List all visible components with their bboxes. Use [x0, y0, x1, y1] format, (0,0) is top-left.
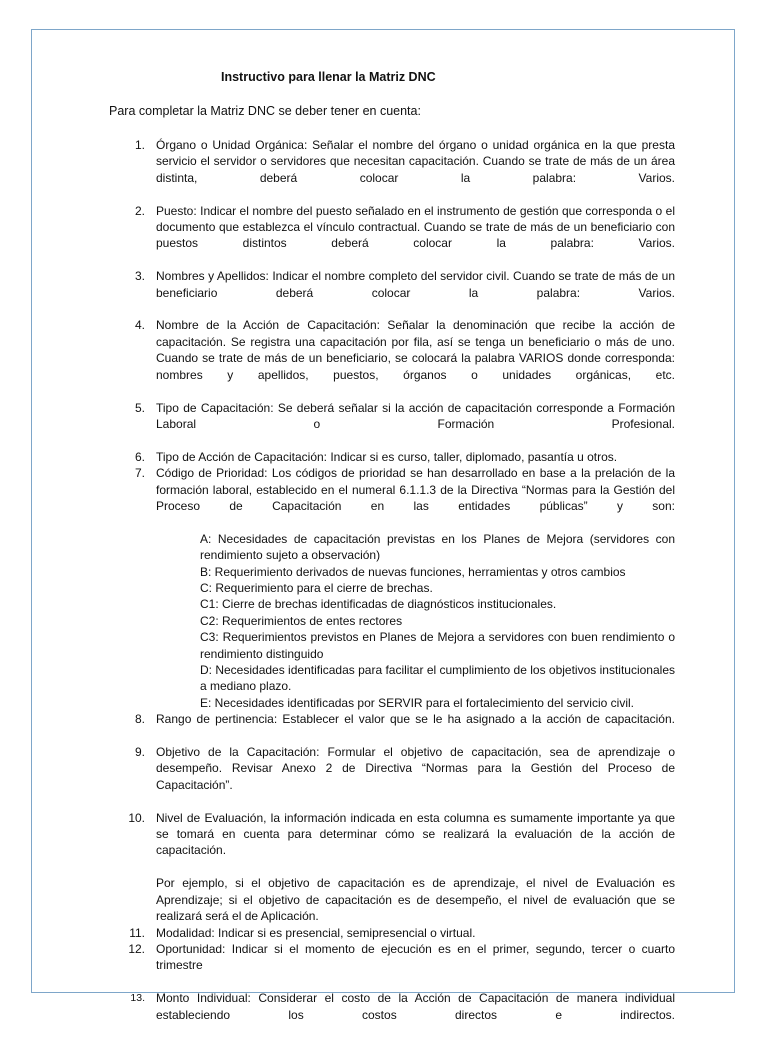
priority-code-e: E: Necesidades identificadas por SERVIR para el fortalecimiento del servicio civil.: [200, 695, 634, 710]
list-item: [109, 465, 675, 711]
list-item: [109, 925, 675, 941]
list-item: [109, 744, 675, 810]
instructions-list: [109, 137, 675, 1039]
priority-code-c: C: Requerimiento para el cierre de brechas.: [200, 580, 433, 595]
item-text: Objetivo de la Capacitación: Formular el objetivo de capacitación, sea de aprendizaje o desempeño. Revisar Anexo 2 de Directiva “Normas para la Gestión del Proceso de Capacitación”.: [156, 745, 675, 792]
item-text: Oportunidad: Indicar si el momento de ejecución es en el primer, segundo, tercer o cuarto trimestre: [156, 941, 675, 973]
item-number: 8.: [134, 712, 145, 727]
item-number: 2.: [134, 203, 145, 218]
priority-code-c3: C3: Requerimientos previstos en Planes de Mejora a servidores con buen rendimiento o rendimiento distinguido: [200, 630, 675, 661]
item-text: Puesto: Indicar el nombre del puesto señalado en el instrumento de gestión que corresponda o el documento que establezca el vínculo contractual. Cuando se trate de más de un beneficiario con puestos distintos deberá colocar la palabra: Varios.: [156, 203, 675, 251]
list-item: [109, 317, 675, 399]
priority-codes-list: [156, 531, 675, 711]
item-number: 3.: [134, 269, 145, 284]
item-text: Tipo de Acción de Capacitación: Indicar si es curso, taller, diplomado, pasantía u otros.: [156, 449, 618, 464]
list-item: [109, 449, 675, 465]
item-text: Monto Individual: Considerar el costo de la Acción de Capacitación de manera individual estableciendo los costos directos e indirectos.: [156, 991, 675, 1022]
item-number: 7.: [134, 466, 145, 481]
priority-code-c1: C1: Cierre de brechas identificadas de diagnósticos institucionales.: [200, 597, 557, 612]
item-example-text: Por ejemplo, si el objetivo de capacitación es de aprendizaje, el nivel de Evaluación es Aprendizaje; si el objetivo de capacitación es de desempeño, el nivel de evaluación que se realizará será el de Aplicación.: [156, 876, 675, 924]
item-number: 6.: [134, 449, 145, 464]
item-text: Rango de pertinencia: Establecer el valor que se le ha asignado a la acción de capacitación.: [156, 712, 675, 727]
item-text: Modalidad: Indicar si es presencial, semipresencial o virtual.: [156, 925, 476, 940]
document-title: Instructivo para llenar la Matriz DNC: [221, 70, 436, 84]
priority-code-b: B: Requerimiento derivados de nuevas funciones, herramientas y otros cambios: [200, 564, 626, 579]
item-number: 4.: [134, 318, 145, 333]
item-number: 13.: [130, 992, 145, 1005]
list-item: [109, 990, 675, 1039]
list-item: [109, 941, 675, 990]
item-number: 12.: [128, 941, 145, 956]
list-item: [109, 203, 675, 269]
intro-text: Para completar la Matriz DNC se deber tener en cuenta:: [109, 104, 421, 118]
list-item: [109, 137, 675, 203]
item-text: Nombres y Apellidos: Indicar el nombre completo del servidor civil. Cuando se trate de más de un beneficiario deberá colocar la palabra: Varios.: [156, 269, 675, 300]
item-number: 1.: [134, 138, 145, 152]
item-text: Nombre de la Acción de Capacitación: Señalar la denominación que recibe la acción de capacitación. Se registra una capacitación por fila, así se tenga un beneficiario o más de uno. Cuando se trate de más de un beneficiario, se colocará la palabra VARIOS donde corresponda: nombres y apellidos, puestos, órganos o unidades orgánicas, etc.: [156, 318, 675, 382]
priority-code-c2: C2: Requerimientos de entes rectores: [200, 613, 403, 628]
item-number: 9.: [134, 745, 145, 760]
item-number: 10.: [128, 810, 145, 825]
list-item: [109, 400, 675, 449]
priority-code-a: A: Necesidades de capacitación previstas en los Planes de Mejora (servidores con rendimiento sujeto a observación): [200, 531, 675, 563]
priority-code-d: D: Necesidades identificadas para facilitar el cumplimiento de los objetivos institucionales a mediano plazo.: [200, 663, 675, 694]
list-item: [109, 268, 675, 317]
item-text: Órgano o Unidad Orgánica: Señalar el nombre del órgano o unidad orgánica en la que presta servicio el servidor o servidores que necesitan capacitación. Cuando se trate de más de un área distinta, deberá colocar la palabra: Varios.: [156, 138, 675, 185]
item-text: Tipo de Capacitación: Se deberá señalar si la acción de capacitación corresponde a Formación Laboral o Formación Profesional.: [156, 400, 675, 431]
list-item: [109, 810, 675, 925]
list-item: [109, 711, 675, 744]
item-number: 5.: [134, 400, 145, 415]
item-number: 11.: [129, 925, 145, 940]
item-text: Nivel de Evaluación, la información indicada en esta columna es sumamente importante ya que se tomará en cuenta para determinar cómo se realizará la evaluación de la acción de capacitación.: [156, 810, 675, 858]
item-text: Código de Prioridad: Los códigos de prioridad se han desarrollado en base a la prelación de la formación laboral, establecido en el numeral 6.1.1.3 de la Directiva “Normas para la Gestión del Proceso de Capacitación en las entidades públicas” y son:: [156, 466, 675, 513]
